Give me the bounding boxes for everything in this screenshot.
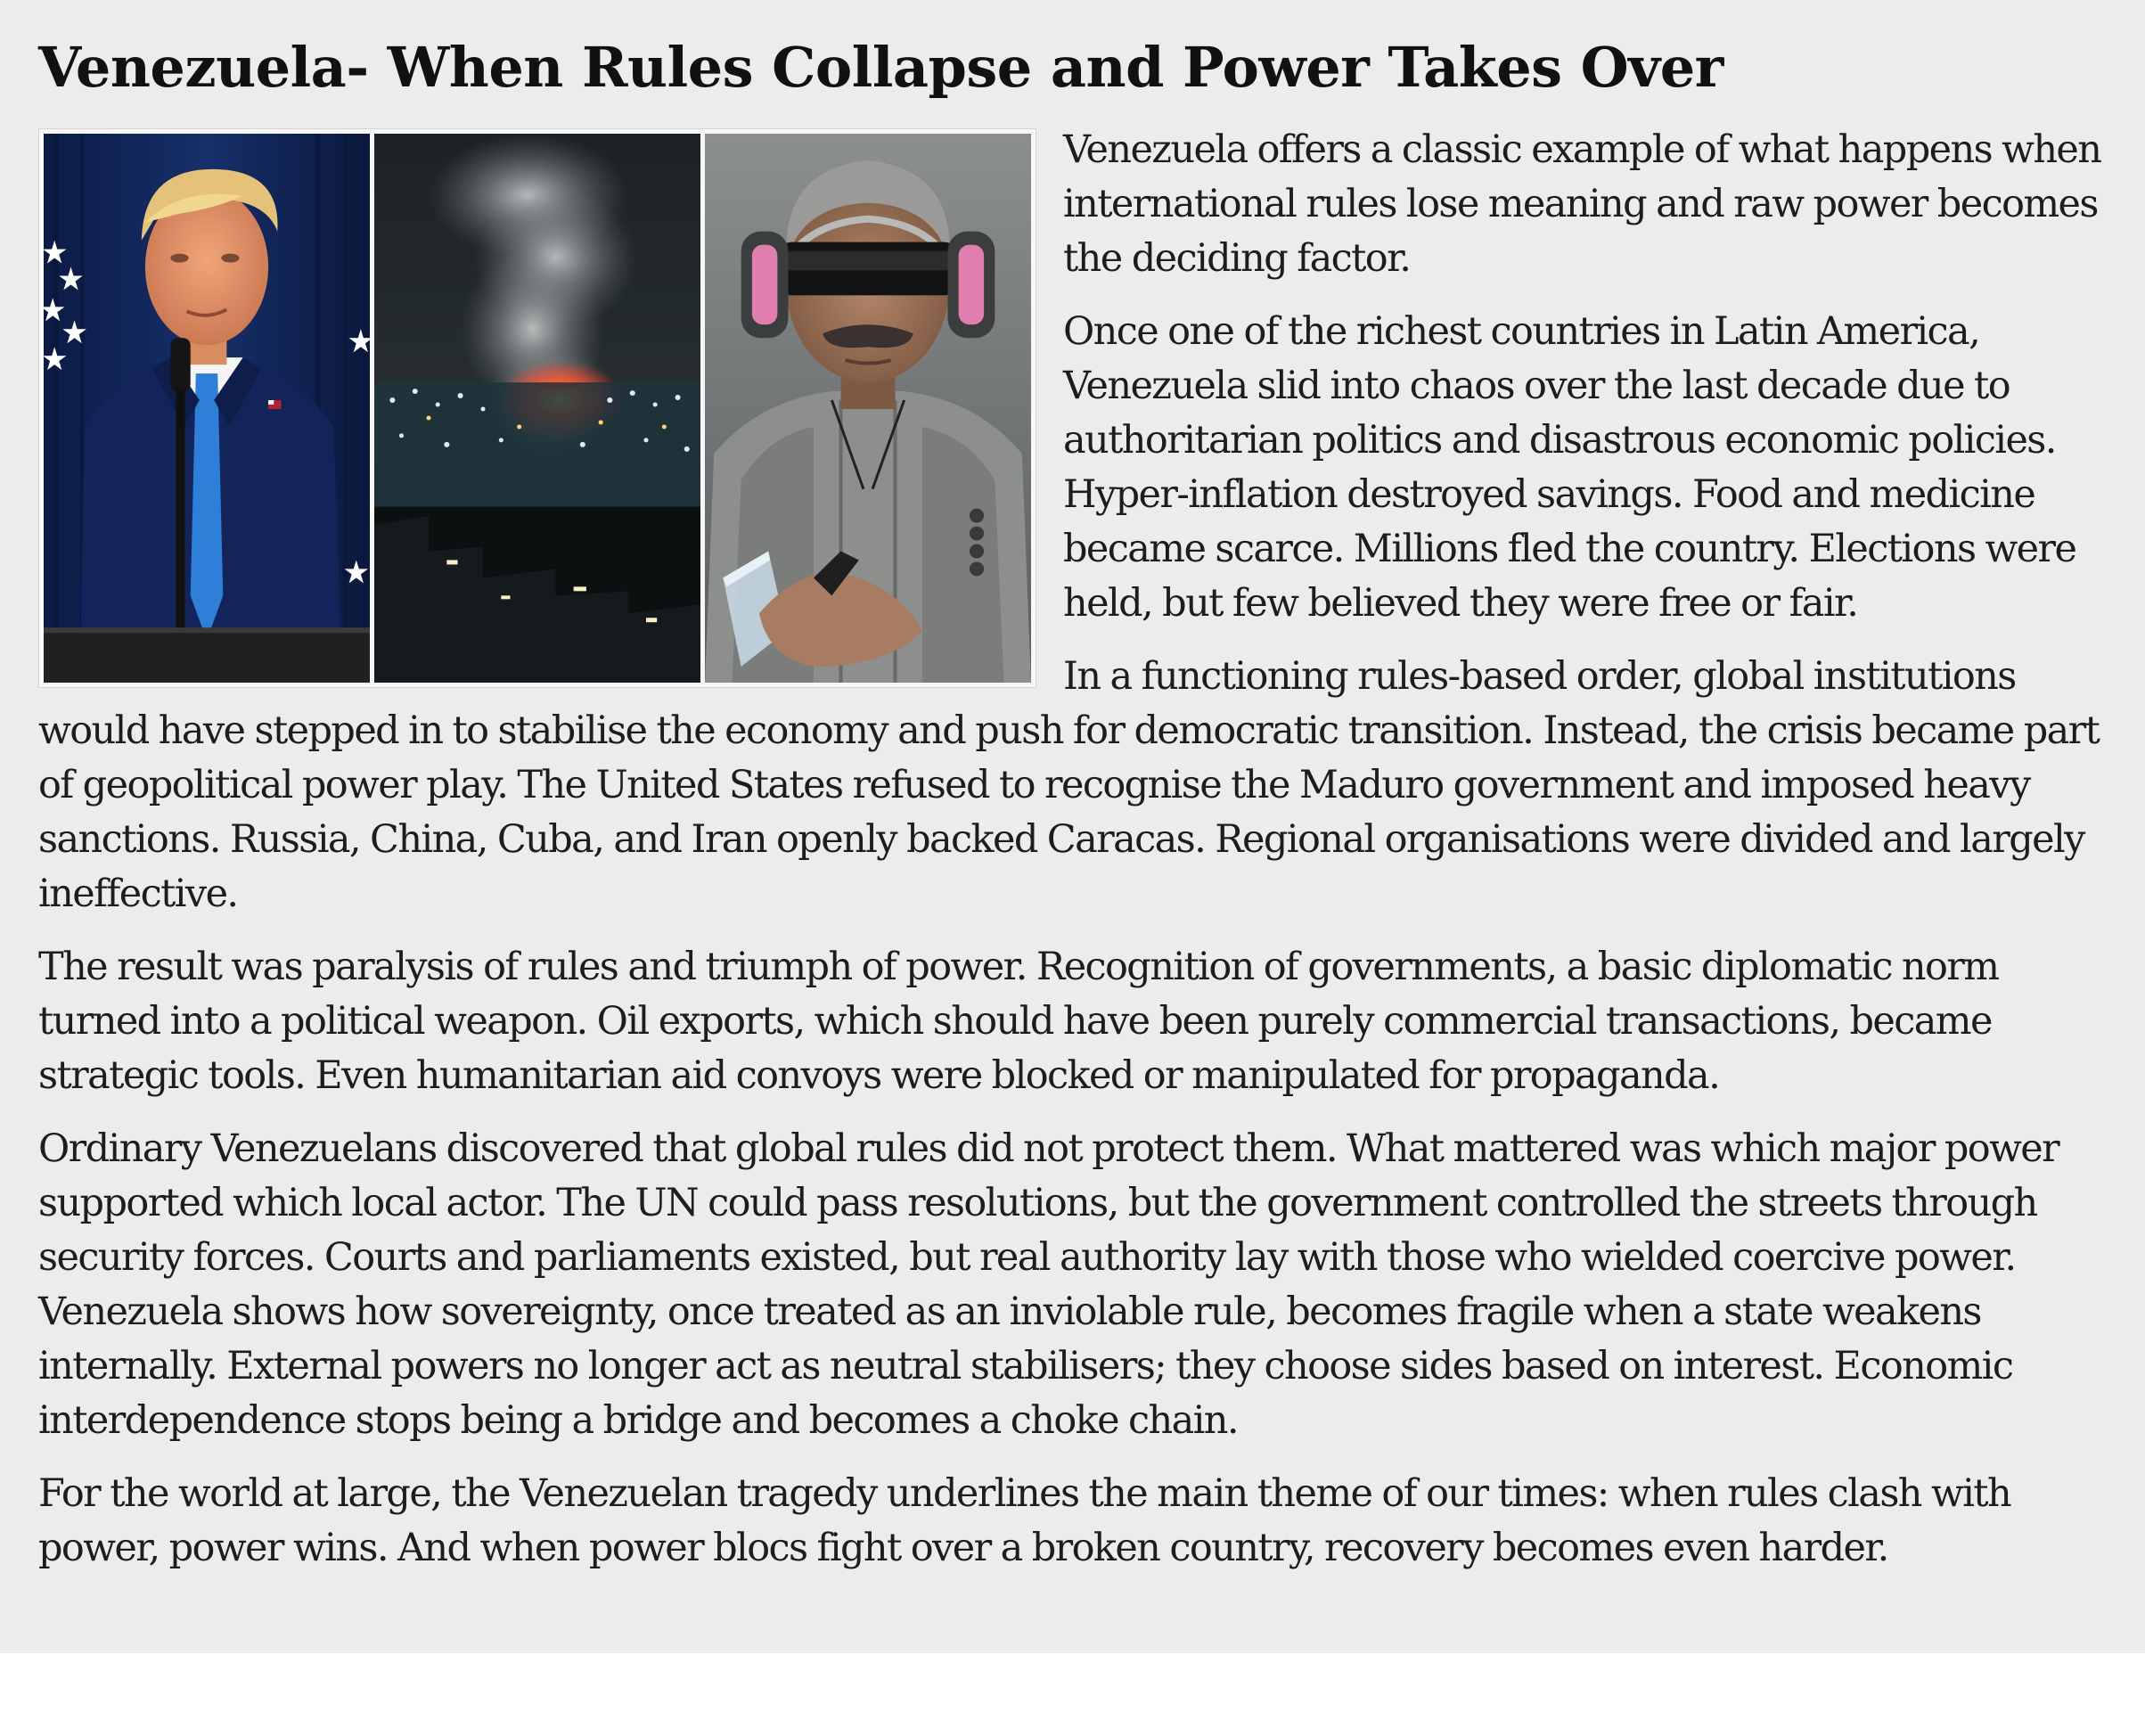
article-title: Venezuela- When Rules Collapse and Power Takes Over xyxy=(38,35,1723,100)
photo-collage xyxy=(38,128,1036,688)
article-paragraph: In a functioning rules-based order, global institutions would have stepped in to stabilise the economy and push for democratic transition. Instead, the crisis became part of geopolitical power play. The United States refused to recognise the Maduro government and imposed heavy sanctions. Russia, China, Cuba, and Iran openly backed Caracas. Regional organisations were divided and largely ineffective. xyxy=(38,654,2100,916)
man-speaking-at-microphone-photo xyxy=(44,134,370,683)
night-explosion-smoke-photo xyxy=(374,134,700,683)
article-paragraph: The result was paralysis of rules and triumph of power. Recognition of governments, a basic diplomatic norm turned into a political weapon. Oil exports, which should have been purely commercial transactions, became strategic tools. Even humanitarian aid convoys were blocked or manipulated for propaganda. xyxy=(38,945,1999,1098)
article-paragraph: Venezuela offers a classic example of what happens when international rules lose meaning and raw power becomes the deciding factor. xyxy=(1063,127,2101,281)
article-paragraph: For the world at large, the Venezuelan tragedy underlines the main theme of our times: when rules clash with power, power wins. And when power blocs fight over a broken country, recovery becomes even harder. xyxy=(38,1471,2011,1570)
article-paragraph: Ordinary Venezuelans discovered that global rules did not protect them. What mattered was which major power supported which local actor. The UN could pass resolutions, but the government controlled the streets through security forces. Courts and parliaments existed, but real authority lay with those who wielded coercive power. Venezuela shows how sovereignty, once treated as an inviolable rule, becomes fragile when a state weakens internally. External powers no longer act as neutral stabilisers; they choose sides based on interest. Economic interdependence stops being a bridge and becomes a choke chain. xyxy=(38,1126,2059,1443)
man-blindfolded-with-ear-protectors-photo xyxy=(705,134,1031,683)
article-paragraph: Once one of the richest countries in Latin America, Venezuela slid into chaos over the last decade due to authoritarian politics and disastrous economic policies. Hyper-inflation destroyed savings. Food and medicine became scarce. Millions fled the country. Elections were held, but few believed they were free or fair. xyxy=(1063,309,2076,626)
